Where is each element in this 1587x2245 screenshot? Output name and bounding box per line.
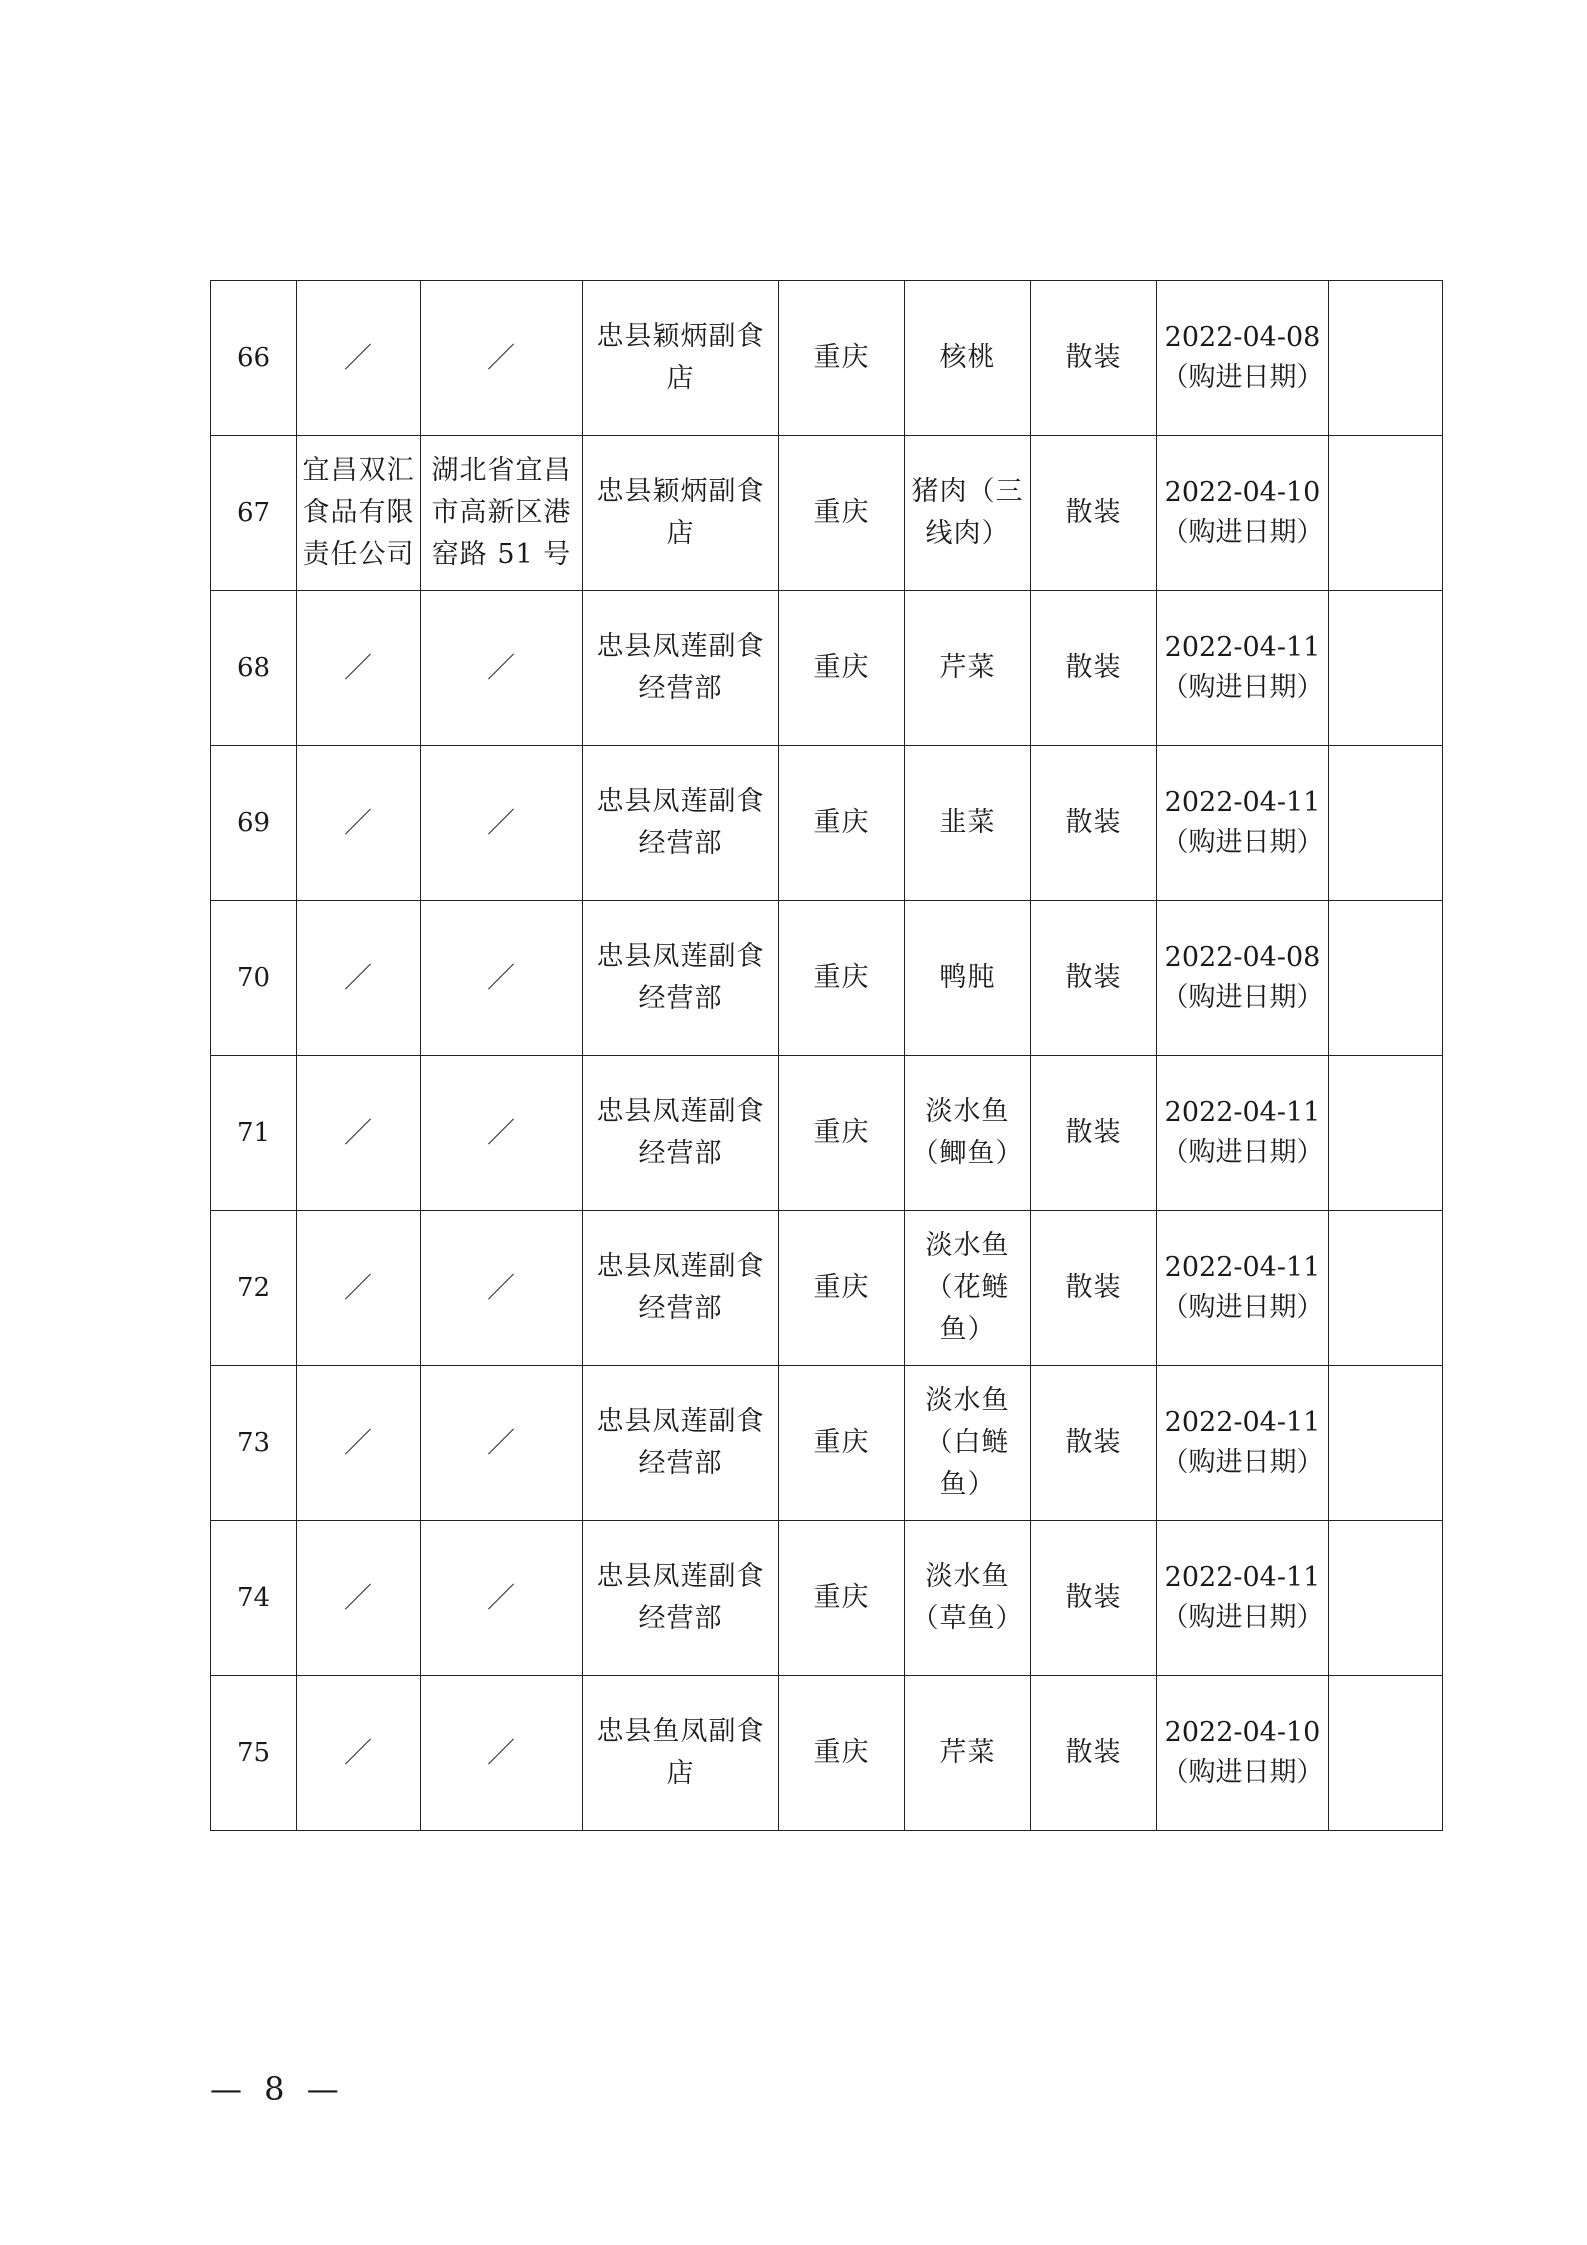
- cell-manufacturer-address: ／: [421, 591, 583, 746]
- cell-manufacturer-address: ／: [421, 1676, 583, 1831]
- cell-region: 重庆: [779, 591, 905, 746]
- table-row: [211, 1056, 1443, 1211]
- cell-product-name: 淡水鱼（草鱼）: [905, 1521, 1031, 1676]
- cell-date: [1157, 1366, 1329, 1521]
- cell-specification: 散装: [1031, 746, 1157, 901]
- cell-number: 71: [211, 1056, 297, 1211]
- cell-seller: 忠县凤莲副食经营部: [583, 746, 779, 901]
- cell-seller: 忠县颖炳副食店: [583, 281, 779, 436]
- table-row: [211, 281, 1443, 436]
- cell-remark: [1329, 1366, 1443, 1521]
- cell-seller: 忠县凤莲副食经营部: [583, 901, 779, 1056]
- cell-number: 75: [211, 1676, 297, 1831]
- date-note: （购进日期）: [1161, 1602, 1324, 1633]
- table-row: [211, 1211, 1443, 1366]
- table-row: [211, 1521, 1443, 1676]
- cell-region: 重庆: [779, 1366, 905, 1521]
- cell-product-name: 芹菜: [905, 591, 1031, 746]
- inspection-table: [210, 280, 1443, 1831]
- cell-product-name: 核桃: [905, 281, 1031, 436]
- cell-specification: 散装: [1031, 1056, 1157, 1211]
- date-value: 2022-04-11: [1164, 1252, 1321, 1283]
- cell-product-name: 鸭肫: [905, 901, 1031, 1056]
- table-row: [211, 1366, 1443, 1521]
- page-number: — 8 —: [210, 2070, 345, 2108]
- cell-specification: 散装: [1031, 281, 1157, 436]
- cell-number: 70: [211, 901, 297, 1056]
- table-body: [211, 281, 1443, 1831]
- cell-manufacturer: 宜昌双汇食品有限责任公司: [297, 436, 421, 591]
- cell-specification: 散装: [1031, 1676, 1157, 1831]
- cell-region: 重庆: [779, 746, 905, 901]
- cell-seller: 忠县鱼凤副食店: [583, 1676, 779, 1831]
- date-note: （购进日期）: [1161, 1137, 1324, 1168]
- cell-number: 72: [211, 1211, 297, 1366]
- table-row: [211, 746, 1443, 901]
- cell-manufacturer-address: ／: [421, 1056, 583, 1211]
- date-value: 2022-04-11: [1164, 787, 1321, 818]
- cell-remark: [1329, 1211, 1443, 1366]
- cell-remark: [1329, 591, 1443, 746]
- cell-remark: [1329, 746, 1443, 901]
- cell-product-name: 芹菜: [905, 1676, 1031, 1831]
- cell-manufacturer-address: ／: [421, 901, 583, 1056]
- cell-manufacturer-address: ／: [421, 746, 583, 901]
- cell-number: 74: [211, 1521, 297, 1676]
- date-value: 2022-04-11: [1164, 1407, 1321, 1438]
- cell-date: [1157, 436, 1329, 591]
- cell-region: 重庆: [779, 1211, 905, 1366]
- date-value: 2022-04-11: [1164, 1562, 1321, 1593]
- cell-manufacturer-address: ／: [421, 1211, 583, 1366]
- cell-number: 69: [211, 746, 297, 901]
- cell-manufacturer-address: ／: [421, 1521, 583, 1676]
- date-note: （购进日期）: [1161, 1292, 1324, 1323]
- cell-manufacturer: ／: [297, 1056, 421, 1211]
- cell-seller: 忠县凤莲副食经营部: [583, 1366, 779, 1521]
- cell-seller: 忠县凤莲副食经营部: [583, 1521, 779, 1676]
- date-value: 2022-04-08: [1164, 942, 1321, 973]
- cell-region: 重庆: [779, 901, 905, 1056]
- cell-seller: 忠县凤莲副食经营部: [583, 1211, 779, 1366]
- cell-manufacturer: ／: [297, 746, 421, 901]
- table-row: [211, 901, 1443, 1056]
- cell-manufacturer: ／: [297, 901, 421, 1056]
- table-row: [211, 591, 1443, 746]
- cell-number: 73: [211, 1366, 297, 1521]
- cell-product-name: 淡水鱼（白鲢鱼）: [905, 1366, 1031, 1521]
- cell-number: 67: [211, 436, 297, 591]
- cell-number: 68: [211, 591, 297, 746]
- cell-region: 重庆: [779, 1521, 905, 1676]
- date-value: 2022-04-11: [1164, 632, 1321, 663]
- cell-region: 重庆: [779, 281, 905, 436]
- cell-region: 重庆: [779, 1676, 905, 1831]
- date-note: （购进日期）: [1161, 1447, 1324, 1478]
- cell-product-name: 淡水鱼（花鲢鱼）: [905, 1211, 1031, 1366]
- cell-specification: 散装: [1031, 1521, 1157, 1676]
- cell-manufacturer: ／: [297, 591, 421, 746]
- cell-manufacturer-address: 湖北省宜昌市高新区港窑路 51 号: [421, 436, 583, 591]
- cell-region: 重庆: [779, 436, 905, 591]
- date-value: 2022-04-11: [1164, 1097, 1321, 1128]
- cell-remark: [1329, 436, 1443, 591]
- date-note: （购进日期）: [1161, 827, 1324, 858]
- cell-remark: [1329, 1056, 1443, 1211]
- cell-date: [1157, 281, 1329, 436]
- date-note: （购进日期）: [1161, 672, 1324, 703]
- cell-remark: [1329, 281, 1443, 436]
- cell-manufacturer: ／: [297, 281, 421, 436]
- cell-seller: 忠县颖炳副食店: [583, 436, 779, 591]
- table-row: [211, 1676, 1443, 1831]
- table-row: [211, 436, 1443, 591]
- cell-specification: 散装: [1031, 1211, 1157, 1366]
- cell-date: [1157, 591, 1329, 746]
- cell-date: [1157, 1056, 1329, 1211]
- cell-specification: 散装: [1031, 591, 1157, 746]
- cell-manufacturer: ／: [297, 1366, 421, 1521]
- cell-date: [1157, 1676, 1329, 1831]
- cell-number: 66: [211, 281, 297, 436]
- cell-manufacturer: ／: [297, 1676, 421, 1831]
- date-note: （购进日期）: [1161, 982, 1324, 1013]
- date-note: （购进日期）: [1161, 362, 1324, 393]
- date-value: 2022-04-10: [1164, 1717, 1321, 1748]
- cell-product-name: 猪肉（三线肉）: [905, 436, 1031, 591]
- cell-remark: [1329, 1521, 1443, 1676]
- cell-manufacturer-address: ／: [421, 281, 583, 436]
- cell-region: 重庆: [779, 1056, 905, 1211]
- cell-date: [1157, 1211, 1329, 1366]
- date-value: 2022-04-10: [1164, 477, 1321, 508]
- cell-manufacturer: ／: [297, 1521, 421, 1676]
- cell-manufacturer-address: ／: [421, 1366, 583, 1521]
- cell-remark: [1329, 901, 1443, 1056]
- cell-manufacturer: ／: [297, 1211, 421, 1366]
- date-value: 2022-04-08: [1164, 322, 1321, 353]
- cell-seller: 忠县凤莲副食经营部: [583, 1056, 779, 1211]
- cell-date: [1157, 901, 1329, 1056]
- cell-product-name: 韭菜: [905, 746, 1031, 901]
- cell-specification: 散装: [1031, 901, 1157, 1056]
- date-note: （购进日期）: [1161, 1757, 1324, 1788]
- cell-remark: [1329, 1676, 1443, 1831]
- cell-date: [1157, 1521, 1329, 1676]
- cell-specification: 散装: [1031, 436, 1157, 591]
- cell-specification: 散装: [1031, 1366, 1157, 1521]
- date-note: （购进日期）: [1161, 517, 1324, 548]
- cell-date: [1157, 746, 1329, 901]
- cell-seller: 忠县凤莲副食经营部: [583, 591, 779, 746]
- cell-product-name: 淡水鱼（鲫鱼）: [905, 1056, 1031, 1211]
